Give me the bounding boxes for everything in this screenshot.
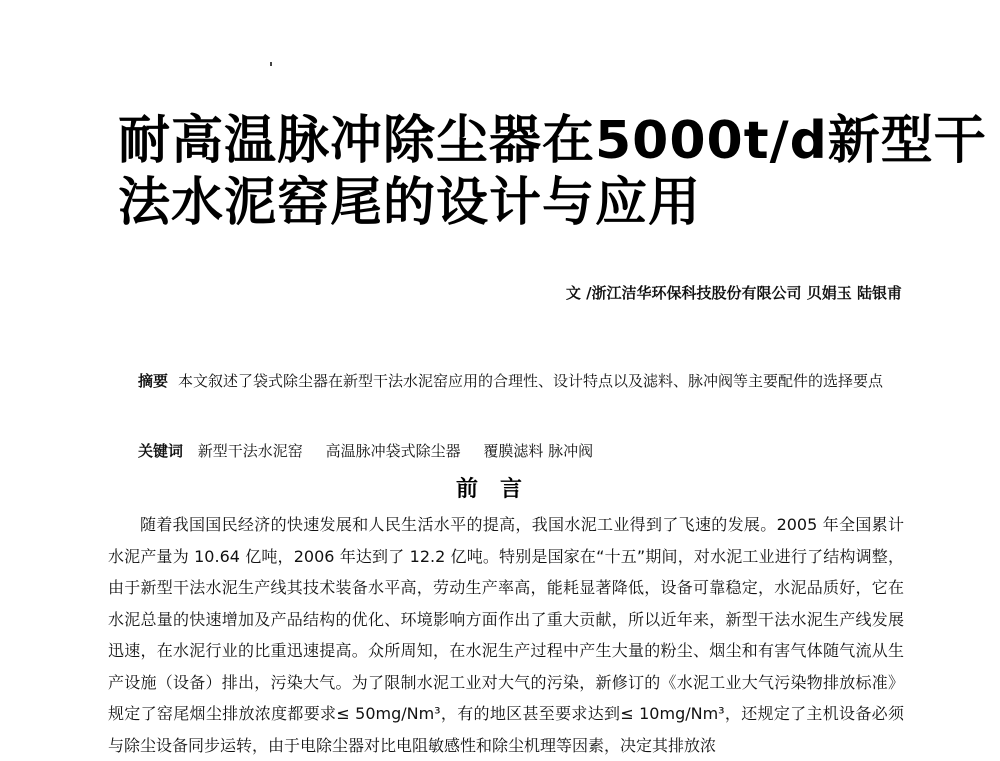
keywords-label: 关键词 [138,442,184,460]
keyword-item: 高温脉冲袋式除尘器 [325,442,461,460]
article-title [118,110,987,234]
scan-speck [270,62,272,66]
body-paragraph: 随着我国国民经济的快速发展和人民生活水平的提高，我国水泥工业得到了飞速的发展。2005 年全国累计水泥产量为 10.64 亿吨，2006 年达到了 12.2 亿吨。特别是国家在“十五”期间，对水泥工业进行了结构调整，由于新型干法水泥生产线其技术装备水平高，劳动生产率高，能耗显著降低，设备可靠稳定，水泥品质好，它在水泥总量的快速增加及产品结构的优化、环境影响方面作出了重大贡献，所以近年来，新型干法水泥生产线发展迅速，在水泥行业的比重迅速提高。众所周知，在水泥生产过程中产生大量的粉尘、烟尘和有害气体随气流从生产设施（设备）排出，污染大气。为了限制水泥工业对大气的污染，新修订的《水泥工业大气污染物排放标准》规定了窑尾烟尘排放浓度都要求≤ 50mg/Nm³，有的地区甚至要求达到≤ 10mg/Nm³，还规定了主机设备必须与除尘设备同步运转，由于电除尘器对比电阻敏感性和除尘机理等因素，决定其排放浓 [108,515,904,755]
title-line-2: 法水泥窑尾的设计与应用 [118,173,702,233]
abstract-label: 摘要 [138,372,169,390]
abstract-text: 本文叙述了袋式除尘器在新型干法水泥窑应用的合理性、设计特点以及滤料、脉冲阀等主要配件的选择要点 [178,372,884,390]
author-byline: 文 /浙江洁华环保科技股份有限公司 贝娟玉 陆银甫 [565,284,902,302]
section-heading: 前言 [455,477,544,502]
keyword-item: 覆膜滤料 脉冲阀 [483,442,594,460]
abstract [108,366,904,397]
keyword-item: 新型干法水泥窑 [197,442,303,460]
keywords [138,437,611,465]
title-line-1: 耐高温脉冲除尘器在5000t/d新型干 [118,111,987,171]
